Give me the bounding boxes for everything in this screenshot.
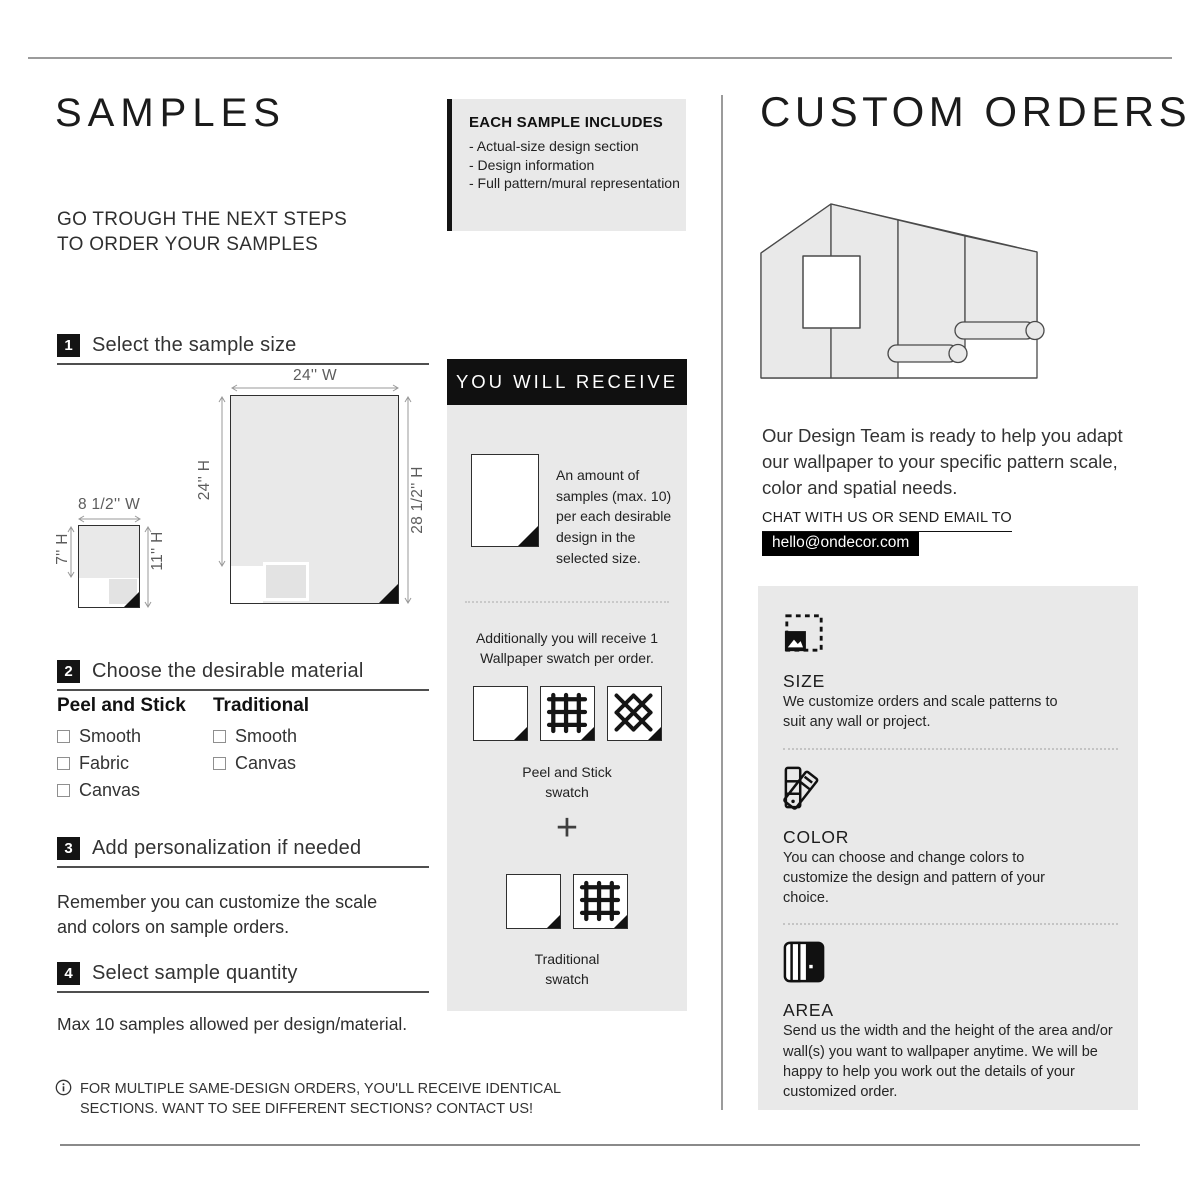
footer-note-text: FOR MULTIPLE SAME-DESIGN ORDERS, YOU'LL RECEIVE IDENTICAL SECTIONS. WANT TO SEE DIFFERENT SECTIONS? CONTACT US!	[80, 1081, 561, 1117]
step-1-number-badge: 1	[57, 334, 80, 357]
checkbox[interactable]	[57, 784, 70, 797]
step-3-title: Add personalization if needed	[92, 837, 362, 859]
checkbox[interactable]	[213, 730, 226, 743]
folded-corner	[514, 727, 527, 740]
feature-text: You can choose and change colors to customize the design and pattern of your choice.	[783, 849, 1045, 907]
step-1-title: Select the sample size	[92, 334, 297, 356]
samples-title: SAMPLES	[55, 91, 286, 135]
small-sample-width-label: 8 1/2'' W	[77, 496, 141, 513]
folded-corner	[124, 592, 139, 607]
large-sample-width-label: 24'' W	[293, 367, 337, 384]
folded-corner	[379, 584, 398, 603]
checkbox[interactable]	[57, 757, 70, 770]
includes-title: EACH SAMPLE INCLUDES	[469, 114, 664, 131]
additional-swatch-text: Additionally you will receive 1 Wallpaper swatch per order.	[475, 630, 659, 666]
info-icon	[55, 1079, 72, 1096]
email-link[interactable]: hello@ondecor.com	[762, 532, 919, 556]
option-label: Smooth	[235, 726, 298, 746]
dotted-divider	[465, 601, 669, 603]
feature-color	[783, 766, 1118, 909]
dotted-divider	[783, 923, 1118, 925]
feature-text: We customize orders and scale patterns to suit any wall or project.	[783, 694, 1058, 731]
peel-and-stick-title: Peel and Stick	[57, 695, 186, 716]
includes-item: - Design information	[469, 156, 595, 173]
step-3-number-badge: 3	[57, 837, 80, 860]
blank-swatch-icon	[473, 686, 528, 741]
grid-pattern-swatch-icon	[540, 686, 595, 741]
step-3-description: Remember you can customize the scale and colors on sample orders.	[57, 892, 378, 937]
folded-corner	[518, 526, 538, 546]
small-sample-outer-height-label: 11'' H	[149, 531, 166, 571]
step-3-header	[57, 837, 429, 868]
peel-swatch-row	[447, 686, 687, 741]
step-4-number-badge: 4	[57, 962, 80, 985]
sample-pattern-thumbnail	[263, 562, 309, 601]
feature-size	[783, 612, 1118, 733]
each-sample-includes-box	[447, 99, 686, 231]
you-will-receive-header: YOU WILL RECEIVE	[447, 359, 687, 405]
step-2-header	[57, 660, 429, 691]
checkbox[interactable]	[57, 730, 70, 743]
checkbox[interactable]	[213, 757, 226, 770]
material-option-canvas[interactable]	[213, 753, 309, 774]
samples-amount-text: An amount of samples (max. 10) per each desirable design in the selected size.	[556, 467, 672, 566]
wall-illustration	[755, 195, 1055, 390]
material-option-canvas[interactable]	[57, 780, 186, 801]
bottom-divider	[60, 1144, 1140, 1146]
includes-item: - Actual-size design section	[469, 138, 639, 154]
you-will-receive-panel	[447, 405, 687, 1011]
step-2-title: Choose the desirable material	[92, 660, 364, 682]
small-sample-diagram	[78, 525, 140, 608]
traditional-column	[213, 695, 309, 780]
feature-name: AREA	[783, 1000, 834, 1021]
blank-swatch-icon	[506, 874, 561, 929]
option-label: Canvas	[235, 753, 297, 773]
step-2-number-badge: 2	[57, 660, 80, 683]
footer-note	[55, 1079, 575, 1119]
option-label: Smooth	[79, 726, 142, 746]
plus-sign: +	[555, 807, 579, 849]
sample-design-area	[79, 526, 139, 578]
feature-area	[783, 941, 1118, 1102]
feature-name: COLOR	[783, 826, 850, 847]
material-option-smooth[interactable]	[213, 726, 309, 747]
custom-orders-title: CUSTOM ORDERS	[760, 88, 1192, 135]
step-4-description: Max 10 samples allowed per design/material.	[57, 1013, 408, 1034]
image-size-icon	[783, 612, 825, 654]
grid-pattern-swatch-icon	[573, 874, 628, 929]
folded-corner	[581, 727, 594, 740]
peel-swatch-label: Peel and Stick swatch	[522, 764, 612, 801]
folded-corner	[614, 915, 627, 928]
includes-item: - Full pattern/mural representation	[469, 175, 680, 192]
feature-name: SIZE	[783, 671, 826, 691]
step-4-title: Select sample quantity	[92, 962, 298, 984]
step-4-header	[57, 962, 429, 993]
peel-and-stick-column	[57, 695, 186, 807]
traditional-swatch-label: Traditional swatch	[534, 951, 600, 988]
column-divider	[721, 95, 723, 1110]
dotted-divider	[783, 748, 1118, 750]
large-sample-inner-height-label: 24'' H	[196, 459, 213, 501]
crosshatch-pattern-swatch-icon	[607, 686, 662, 741]
large-sample-outer-height-label: 28 1/2'' H	[409, 466, 426, 534]
sample-sheet-icon	[471, 454, 539, 547]
option-label: Canvas	[79, 780, 141, 800]
folded-corner	[547, 915, 560, 928]
step-1-header	[57, 334, 429, 365]
design-team-intro: Our Design Team is ready to help you adapt our wallpaper to your specific pattern scale, color and spatial needs.	[762, 424, 1123, 499]
samples-subtitle: GO TROUGH THE NEXT STEPS TO ORDER YOUR SAMPLES	[57, 209, 348, 256]
large-sample-diagram	[230, 395, 399, 604]
customization-panel	[758, 586, 1138, 1110]
feature-text: Send us the width and the height of the area and/or wall(s) you want to wallpaper anytime. We will be happy to help you work out the details of your customized order.	[783, 1023, 1113, 1101]
color-swatches-icon	[783, 766, 827, 810]
small-sample-inner-height-label: 7'' H	[54, 533, 71, 565]
wall-area-icon	[783, 941, 825, 983]
option-label: Fabric	[79, 753, 130, 773]
sample-info-area	[231, 566, 263, 603]
folded-corner	[648, 727, 661, 740]
top-divider	[28, 57, 1172, 59]
traditional-swatch-row	[447, 874, 687, 929]
contact-label: CHAT WITH US OR SEND EMAIL TO	[762, 510, 1012, 532]
material-option-smooth[interactable]	[57, 726, 186, 747]
traditional-title: Traditional	[213, 695, 310, 716]
material-option-fabric[interactable]	[57, 753, 186, 774]
